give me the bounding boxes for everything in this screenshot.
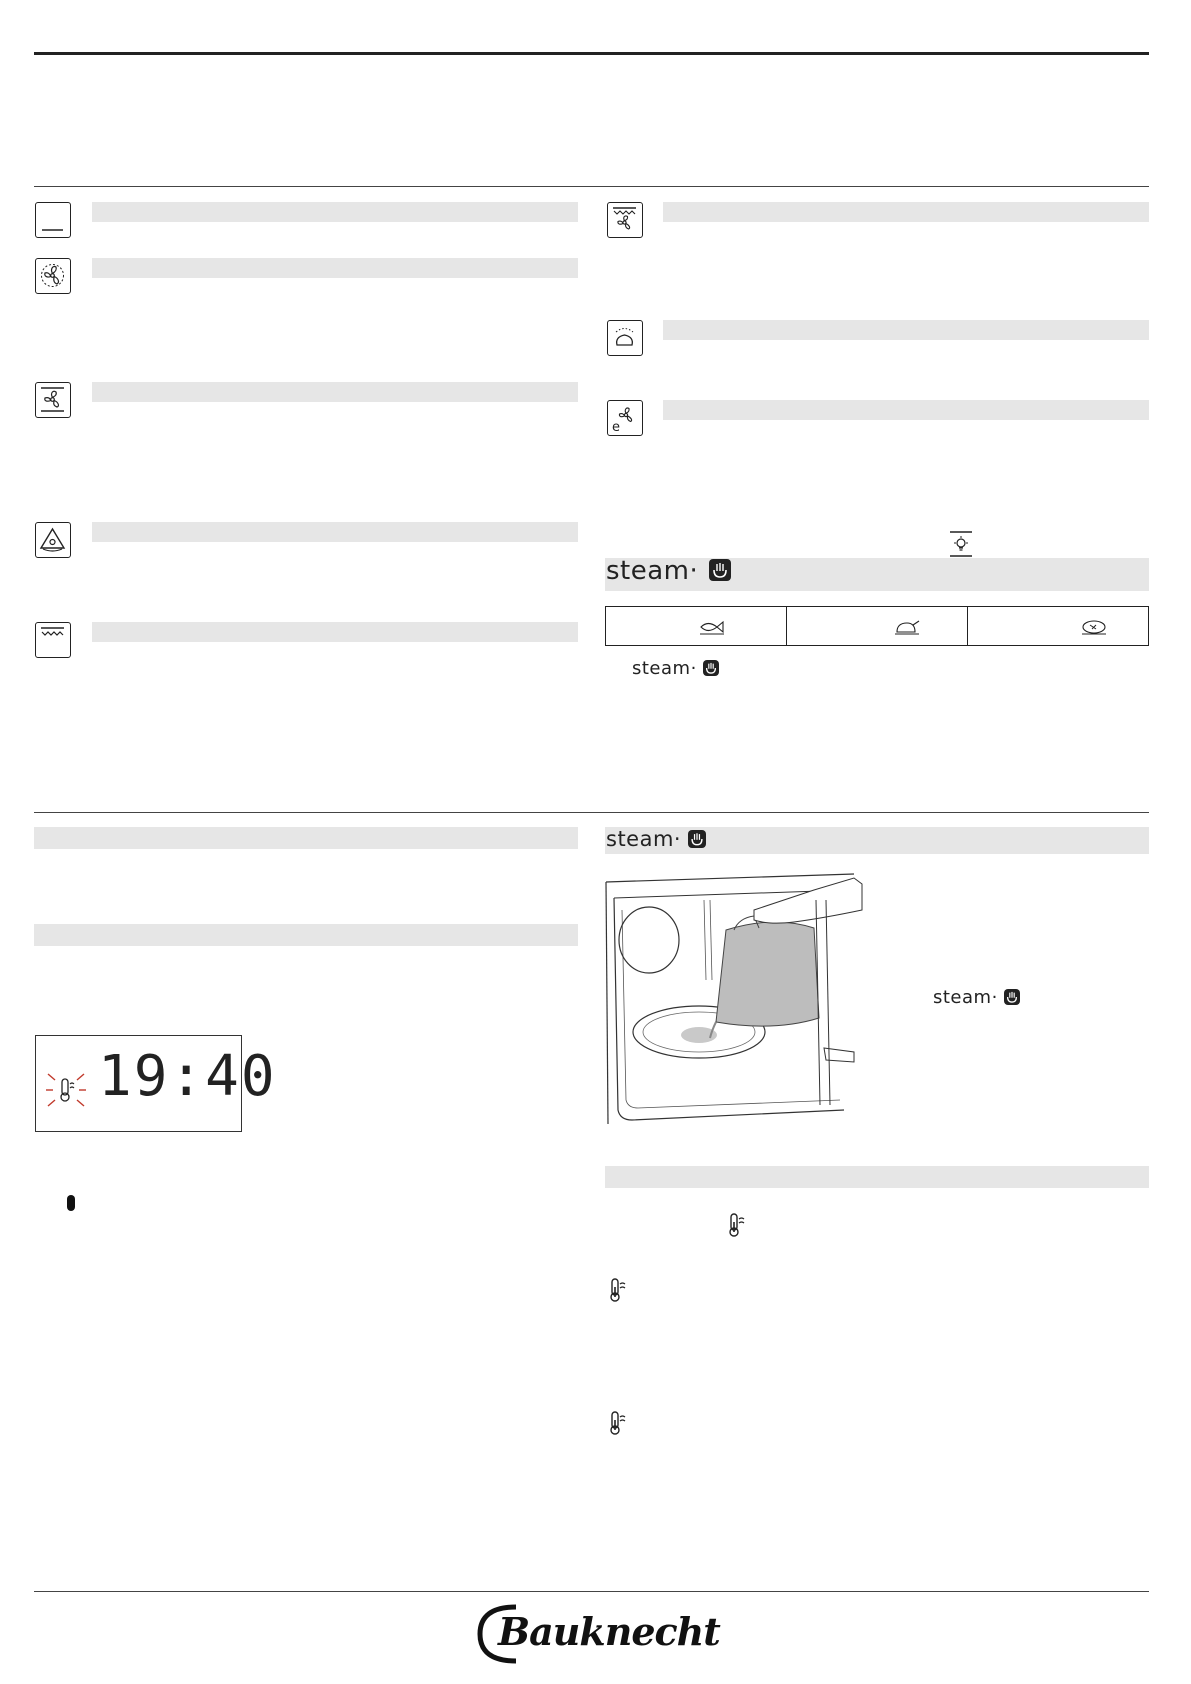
bauknecht-logo [476, 1603, 720, 1665]
grill-icon [35, 622, 71, 658]
display-time: 19:40 [98, 1044, 277, 1109]
conventional-oven-icon [35, 202, 71, 238]
function-bar-eco [663, 400, 1149, 420]
section-bar-left-2 [34, 924, 578, 946]
turbo-grill-icon [607, 202, 643, 238]
steam-logo-dot: · [689, 556, 699, 586]
steam-logo-2-dot: · [673, 827, 682, 851]
steam-logo-3-dot: · [991, 987, 998, 1008]
steam-hand-icon-small [703, 660, 719, 676]
function-bar-conventional [92, 202, 578, 222]
steam-table-cell-fish [605, 606, 787, 646]
lamp-icon [948, 530, 974, 558]
poultry-icon [893, 619, 921, 635]
steam-logo-small-word: steam [632, 658, 691, 679]
steam-logo-3-word: steam [933, 987, 992, 1008]
steam-logo-small [632, 658, 719, 679]
bread-icon [1080, 619, 1108, 635]
eco-forced-air-icon [607, 400, 643, 436]
steam-hand-icon-2 [688, 830, 706, 848]
steam-logo-small-dot: · [690, 658, 697, 679]
steam-table-cell-bread [967, 606, 1149, 646]
convection-bake-icon [35, 258, 71, 294]
steam-table-cell-poultry [786, 606, 968, 646]
function-bar-turbo-grill [663, 202, 1149, 222]
function-bar-pizza [92, 522, 578, 542]
pizza-icon [35, 522, 71, 558]
steam-logo [606, 556, 731, 586]
indicator-dot [67, 1195, 75, 1211]
steam-temperature-icon-2 [607, 1277, 629, 1303]
function-bar-forced-air [92, 382, 578, 402]
function-bar-grill [92, 622, 578, 642]
logo-text: Bauknecht [498, 1609, 720, 1654]
top-rule [34, 52, 1149, 55]
steam-logo-2-word: steam [606, 827, 674, 851]
oven-water-illustration [604, 870, 866, 1128]
footer-rule [34, 1591, 1149, 1592]
svg-text:e: e [612, 420, 620, 434]
fish-icon [698, 619, 726, 635]
steam-temperature-icon-inline [726, 1212, 748, 1238]
steam-temperature-icon [46, 1070, 86, 1110]
steam-logo-3 [933, 987, 1020, 1008]
steam-logo-2 [606, 827, 706, 851]
oven-display [35, 1035, 277, 1132]
section-bar-right-2 [605, 1166, 1149, 1188]
section-rule-middle [34, 812, 1149, 813]
steam-hand-icon-3 [1004, 989, 1020, 1005]
section-bar-left-1 [34, 827, 578, 849]
function-bar-proofing [663, 320, 1149, 340]
section-rule-top [34, 186, 1149, 187]
forced-air-icon [35, 382, 71, 418]
steam-hand-icon [709, 559, 731, 581]
steam-logo-word: steam [606, 556, 690, 586]
steam-temperature-icon-3 [607, 1410, 629, 1436]
function-bar-convection [92, 258, 578, 278]
proofing-icon [607, 320, 643, 356]
